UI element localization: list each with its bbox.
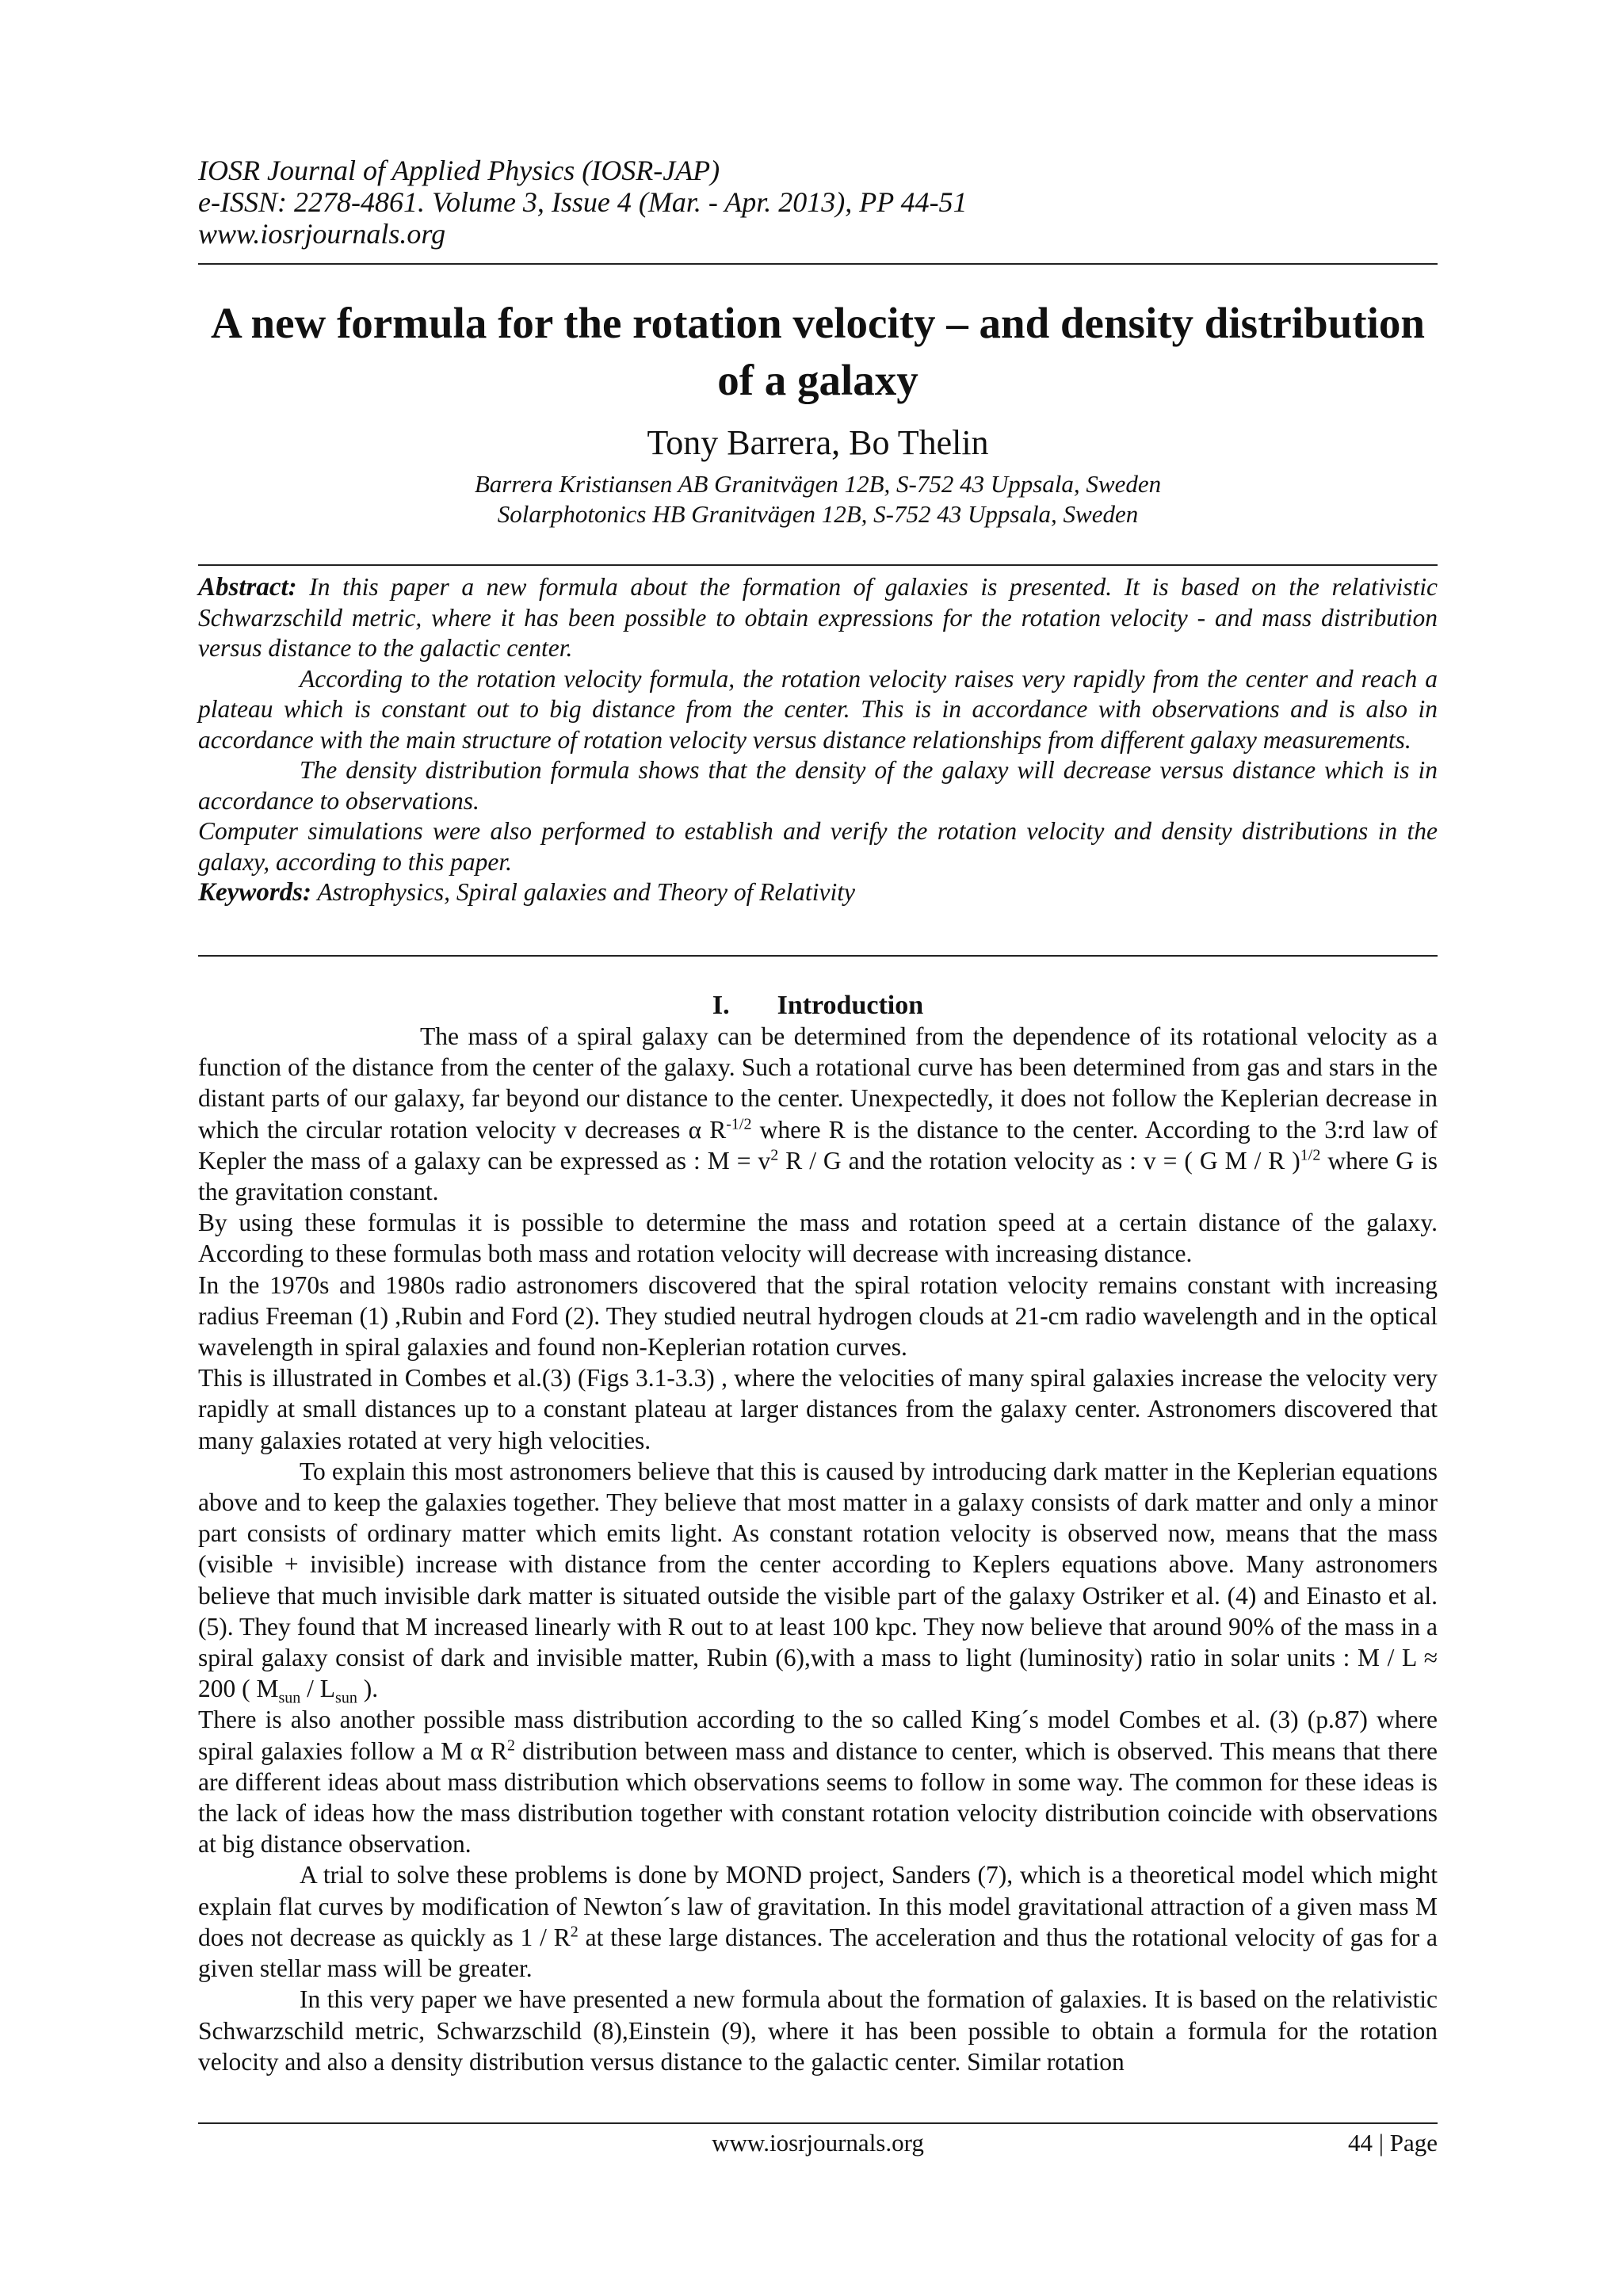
abstract-bottom-rule (198, 955, 1438, 957)
footer-website: www.iosrjournals.org (712, 2129, 924, 2157)
body-paragraph-6: There is also another possible mass distribution according to the so called King´s model Combes et al. (3) (p.87) where spiral galaxies follow a M α $R^2$ distribution between mass and distance to center, which is observed. This means that there are different ideas about mass distribution which observations seems to follow in some way. The common for these ideas is the lack of ideas how the mass distribution together with constant rotation velocity distribution coincide with observations at big distance observation. (198, 1706, 1438, 1859)
abstract-paragraph-1: Abstract: In this paper a new formula about the formation of galaxies is presented. It is based on the relativistic Schwarzschild metric, where it has been possible to obtain expressions for the rotation velocity - and mass distribution versus distance to the galactic center. (198, 573, 1438, 662)
section-heading (198, 990, 1438, 1022)
affiliation-2: Solarphotonics HB Granitvägen 12B, S-752 43 Uppsala, Sweden (497, 500, 1139, 528)
journal-website: www.iosrjournals.org (198, 218, 446, 250)
keywords-label: Keywords: (198, 878, 311, 907)
keywords (198, 877, 1438, 908)
title-line-2: of a galaxy (717, 356, 918, 404)
title-line-1: A new formula for the rotation velocity – and density distribution (211, 299, 1425, 347)
author-names: Tony Barrera, Bo Thelin (647, 423, 989, 462)
body-paragraph-5: To explain this most astronomers believe that this is caused by introducing dark matter in the Keplerian equations above and to keep the galaxies together. They believe that most matter in a galaxy consists of dark matter and only a minor part consists of ordinary matter which emits light. As constant rotation velocity is observed now, means that the mass (visible + invisible) increase with distance from the center according to Keplers equations above. Many astronomers believe that much invisible dark matter is situated outside the visible part of the galaxy Ostriker et al. (4) and Einasto et al. (5). They found that M increased linearly with R out to at least 100 kpc. They now believe that around 90% of the mass in a spiral galaxy consist of dark and invisible matter, Rubin (6),with a mass to light (luminosity) ratio in solar units : M / L ≈ 200 ( $M_{sun} / L_{sun}$ ). (198, 1457, 1438, 1707)
page-number: 44 | Page (1348, 2129, 1438, 2157)
body-paragraph-3: In the 1970s and 1980s radio astronomers discovered that the spiral rotation velocity remains constant with increasing radius Freeman (1) ,Rubin and Ford (2). They studied neutral hydrogen clouds at 21-cm radio wavelength and in the optical wavelength in spiral galaxies and found non-Keplerian rotation curves. (198, 1270, 1438, 1362)
abstract-top-rule (198, 564, 1438, 566)
abstract-label: Abstract: (198, 573, 297, 602)
paper-title (198, 295, 1438, 409)
body-paragraph-7: A trial to solve these problems is done by MOND project, Sanders (7), which is a theoretical model which might explain flat curves by modification of Newton´s law of gravitation. In this model gravitational attraction of a given mass M does not decrease as quickly as $1 / R^2$ at these large distances. The acceleration and thus the rotational velocity of gas for a given stellar mass will be greater. (198, 1861, 1438, 1983)
body-paragraph-1: The mass of a spiral galaxy can be determined from the dependence of its rotational velocity as a function of the distance from the center of the galaxy. Such a rotational curve has been determined from gas and stars in the distant parts of our galaxy, far beyond our distance to the center. Unexpectedly, it does not follow the Keplerian decrease in which the circular rotation velocity v decreases α $R^{-1/2}$ where R is the distance to the center. According to the 3:rd law of Kepler the mass of a galaxy can be expressed as : $M = v^2$ R / G and the rotation velocity as : v = ( G M / R )$^{1/2}$ where G is the gravitation constant. (198, 1022, 1438, 1206)
section-title: Introduction (777, 991, 924, 1020)
affiliation-1: Barrera Kristiansen AB Granitvägen 12B, S-752 43 Uppsala, Sweden (474, 470, 1162, 498)
abstract (198, 572, 1438, 908)
footer-rule (198, 2122, 1438, 2124)
journal-header (198, 155, 1438, 250)
author-block (198, 422, 1438, 529)
journal-name: IOSR Journal of Applied Physics (IOSR-JAP) (198, 155, 720, 186)
issn-line: e-ISSN: 2278-4861. Volume 3, Issue 4 (Mar. - Apr. 2013), PP 44-51 (198, 186, 968, 218)
section-number: I. (712, 991, 730, 1020)
body-text (198, 1021, 1438, 2077)
keywords-list: Astrophysics, Spiral galaxies and Theory of Relativity (317, 878, 855, 906)
abstract-paragraph-3: The density distribution formula shows that the density of the galaxy will decrease versus distance which is in accordance to observations. (198, 756, 1438, 815)
body-paragraph-2: By using these formulas it is possible to determine the mass and rotation speed at a certain distance of the galaxy. According to these formulas both mass and rotation velocity will decrease with increasing distance. (198, 1209, 1438, 1268)
header-rule (198, 263, 1438, 265)
abstract-paragraph-4: Computer simulations were also performed to establish and verify the rotation velocity and density distributions in the galaxy, according to this paper. (198, 817, 1438, 876)
abstract-paragraph-2: According to the rotation velocity formula, the rotation velocity raises very rapidly from the center and reach a plateau which is constant out to big distance from the center. This is in accordance with observations and is also in accordance with the main structure of rotation velocity versus distance relationships from different galaxy measurements. (198, 664, 1438, 754)
body-paragraph-8: In this very paper we have presented a new formula about the formation of galaxies. It is based on the relativistic Schwarzschild metric, Schwarzschild (8),Einstein (9), where it has been possible to obtain a formula for the rotation velocity and also a density distribution versus distance to the galactic center. Similar rotation (198, 1985, 1438, 2076)
body-paragraph-4: This is illustrated in Combes et al.(3) (Figs 3.1-3.3) , where the velocities of many spiral galaxies increase the velocity very rapidly at small distances up to a constant plateau at larger distances from the galaxy center. Astronomers discovered that many galaxies rotated at very high velocities. (198, 1364, 1438, 1454)
